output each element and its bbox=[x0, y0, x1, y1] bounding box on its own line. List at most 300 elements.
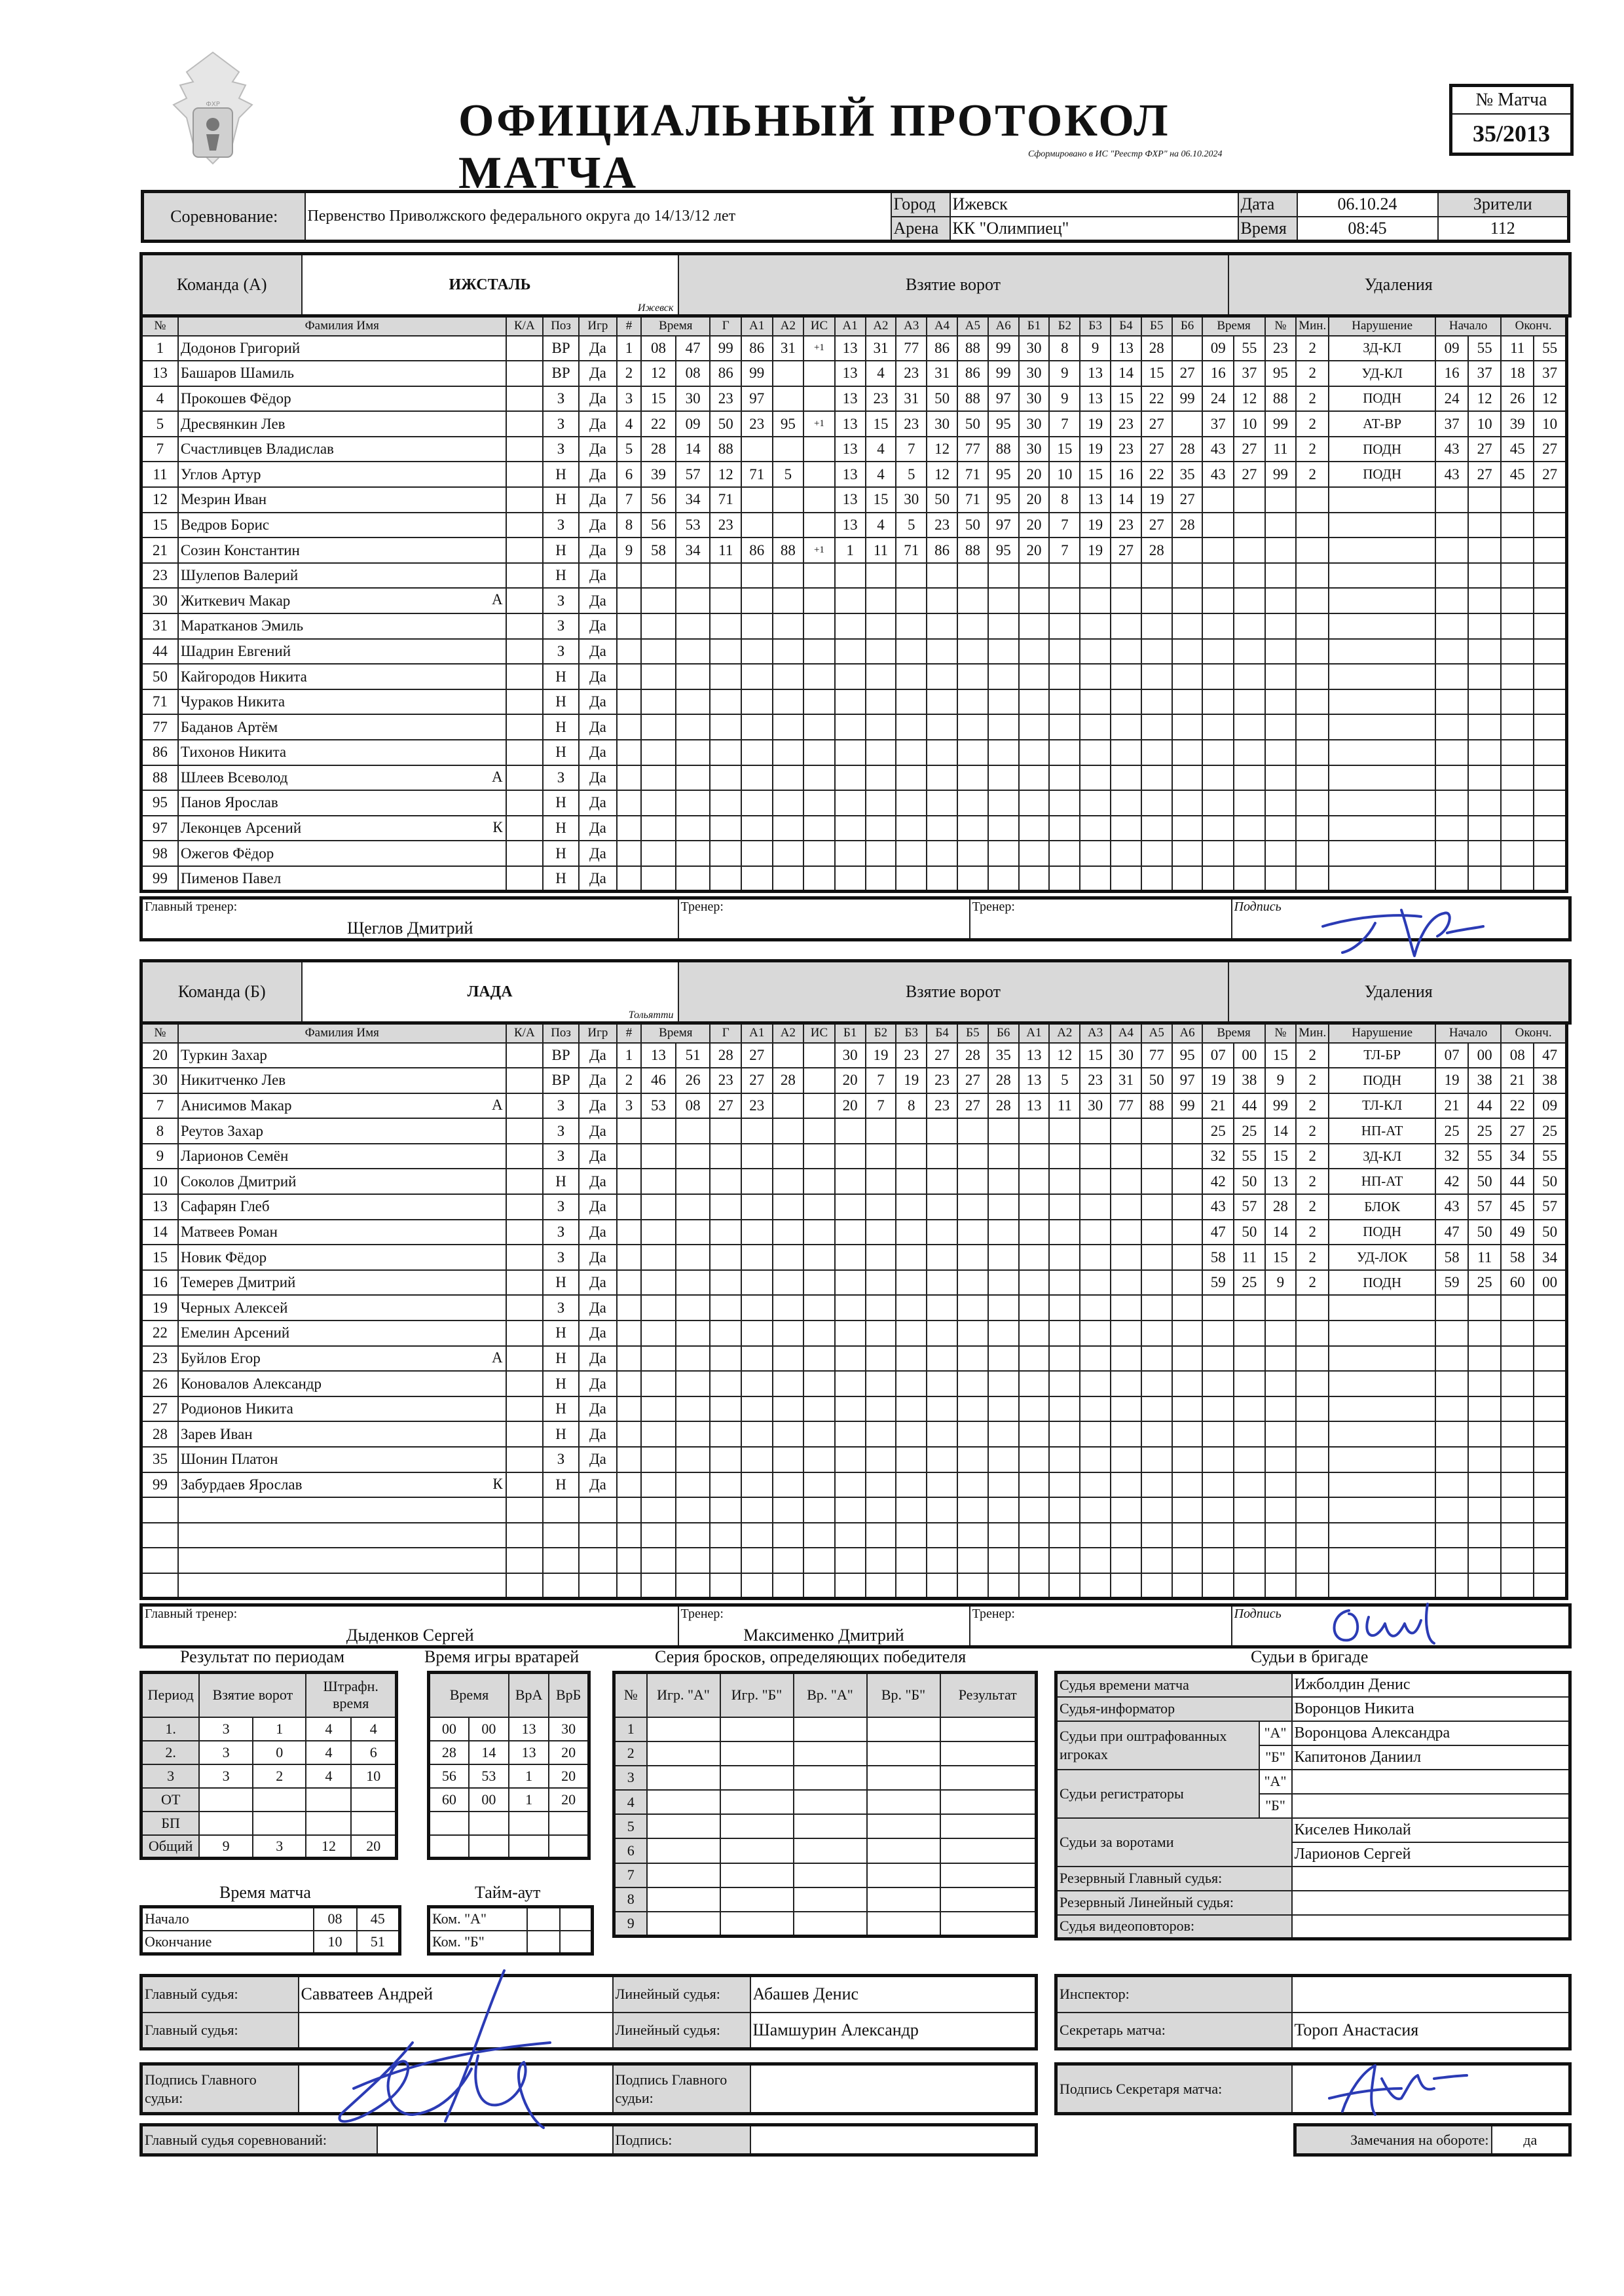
team-b-goal-cell bbox=[1080, 1497, 1111, 1523]
team-b-player-name-cell bbox=[178, 1497, 506, 1523]
team-a-player-name: Углов Артур bbox=[180, 465, 261, 483]
team-a-goal-cell bbox=[1080, 563, 1111, 589]
team-a-penalty-cell bbox=[1234, 841, 1265, 866]
team-a-player-plays: Да bbox=[579, 689, 617, 715]
team-a-penalty-cell bbox=[1202, 714, 1234, 740]
team-b-player-position: Н bbox=[543, 1346, 579, 1372]
team-a-player-role: К bbox=[492, 818, 503, 835]
team-b-player-name-cell bbox=[178, 1169, 506, 1194]
team-b-penalty-cell: 32 bbox=[1202, 1144, 1234, 1169]
team-b-penalty-cell: 21 bbox=[1202, 1093, 1234, 1119]
team-b-goal-cell bbox=[710, 1118, 741, 1144]
team-b-goal-cell bbox=[710, 1548, 741, 1573]
team-b-goal-cell bbox=[1049, 1295, 1080, 1321]
shootout-row bbox=[614, 1741, 1037, 1766]
team-b-goal-cell bbox=[617, 1421, 642, 1447]
team-b-goal-cell bbox=[1111, 1371, 1141, 1396]
team-b-penalty-cell bbox=[1202, 1396, 1234, 1422]
team-b-row bbox=[141, 1396, 1567, 1422]
team-a-goal-cell bbox=[866, 790, 896, 816]
team-a-goal-cell: 27 bbox=[1141, 513, 1172, 538]
team-a-goal-cell: 30 bbox=[1019, 361, 1050, 386]
team-a-goal-cell bbox=[641, 563, 676, 589]
team-a-goal-cell bbox=[641, 841, 676, 866]
team-a-goal-cell: 95 bbox=[988, 411, 1019, 437]
team-a-penalty-cell: 43 bbox=[1202, 437, 1234, 462]
team-b-penalty-cell bbox=[1202, 1295, 1234, 1321]
team-b-goal-cell bbox=[835, 1144, 866, 1169]
shootout-row bbox=[614, 1717, 1037, 1741]
team-b-goal-cell bbox=[988, 1472, 1019, 1498]
team-a-penalty-cell bbox=[1202, 588, 1234, 613]
goalie-h-b: ВрБ bbox=[549, 1673, 589, 1717]
team-b-penalty-cell bbox=[1501, 1497, 1534, 1523]
team-a-goal-cell: 15 bbox=[1111, 386, 1141, 412]
team-a-player-name: Тихонов Никита bbox=[180, 744, 287, 761]
team-a-goal-cell bbox=[803, 841, 835, 866]
team-a-penalty-cell bbox=[1265, 563, 1297, 589]
team-a-coach-cell-2 bbox=[970, 898, 1232, 940]
team-a-penalty-cell bbox=[1202, 816, 1234, 841]
team-a-penalty-cell: 37 bbox=[1202, 411, 1234, 437]
team-a-goal-cell bbox=[773, 361, 804, 386]
shootout-cell bbox=[794, 1863, 867, 1887]
team-b-penalty-cell: 07 bbox=[1435, 1043, 1468, 1068]
referees-table bbox=[139, 1974, 1038, 2050]
team-b-row bbox=[141, 1447, 1567, 1472]
timekeeper-label: Судья времени матча bbox=[1056, 1673, 1292, 1697]
team-a-penalty-cell bbox=[1296, 816, 1329, 841]
team-b-goal-cell bbox=[1049, 1523, 1080, 1548]
team-b-goal-cell bbox=[1019, 1295, 1050, 1321]
team-a-player-number: 97 bbox=[141, 816, 178, 841]
team-b-goal-cell bbox=[866, 1295, 896, 1321]
team-b-goal-cell: 31 bbox=[1111, 1068, 1141, 1093]
team-a-goal-cell: 15 bbox=[641, 386, 676, 412]
shootout-row bbox=[614, 1912, 1037, 1936]
team-a-player-ka-empty bbox=[506, 361, 543, 386]
team-b-player-plays bbox=[579, 1548, 617, 1573]
team-a-goal-cell: 95 bbox=[988, 538, 1019, 563]
team-a-goal-cell bbox=[957, 639, 988, 665]
team-a-player-position: Н bbox=[543, 740, 579, 765]
team-b-goal-cell bbox=[1172, 1169, 1203, 1194]
team-b-player-number: 20 bbox=[141, 1043, 178, 1068]
video-judge-label: Судья видеоповторов: bbox=[1056, 1915, 1292, 1939]
team-b-goal-cell bbox=[896, 1548, 927, 1573]
team-a-goal-cell: 7 bbox=[1049, 411, 1080, 437]
team-b-player-name: Родионов Никита bbox=[180, 1400, 293, 1417]
team-a-player-plays: Да bbox=[579, 816, 617, 841]
team-b-penalty-cell bbox=[1468, 1421, 1501, 1447]
team-b-penalty-cell: БЛОК bbox=[1329, 1194, 1435, 1220]
team-a-goal-cell bbox=[1019, 563, 1050, 589]
team-a-goal-cell bbox=[866, 714, 896, 740]
team-a-player-name-cell bbox=[178, 563, 506, 589]
shootout-h-2: Игр. "Б" bbox=[720, 1673, 794, 1717]
team-a-penalty-cell bbox=[1202, 790, 1234, 816]
team-a-goal-cell: 19 bbox=[1080, 538, 1111, 563]
match-number: 35/2013 bbox=[1472, 120, 1550, 147]
team-b-goal-cell: 26 bbox=[676, 1068, 710, 1093]
team-a-goal-cell bbox=[1172, 841, 1203, 866]
team-a-goal-cell bbox=[1172, 740, 1203, 765]
team-a-goal-cell bbox=[1141, 588, 1172, 613]
team-a-row bbox=[141, 361, 1567, 386]
team-a-penalty-cell bbox=[1534, 689, 1566, 715]
team-a-penalty-cell bbox=[1234, 740, 1265, 765]
goalie-cell: 00 bbox=[469, 1717, 509, 1741]
shootout-cell bbox=[647, 1717, 720, 1741]
team-b-goal-cell: 3 bbox=[617, 1093, 642, 1119]
team-b-penalty-cell bbox=[1265, 1497, 1297, 1523]
team-b-row bbox=[141, 1573, 1567, 1599]
team-a-goal-cell: 13 bbox=[1080, 361, 1111, 386]
team-b-penalty-cell: 21 bbox=[1501, 1068, 1534, 1093]
team-a-goal-cell: 8 bbox=[1049, 336, 1080, 361]
team-a-goal-cell: 23 bbox=[710, 386, 741, 412]
team-a-goal-cell bbox=[803, 714, 835, 740]
team-b-goal-cell: 15 bbox=[1080, 1043, 1111, 1068]
team-a-penalty-cell bbox=[1468, 740, 1501, 765]
team-b-goal-cell bbox=[957, 1346, 988, 1372]
team-a-goal-cell: 99 bbox=[710, 336, 741, 361]
team-a-goal-cell bbox=[957, 714, 988, 740]
team-a-goal-cell bbox=[617, 841, 642, 866]
team-a-goal-cell bbox=[866, 866, 896, 892]
shootout-row-no: 8 bbox=[614, 1887, 647, 1912]
team-b-goal-cell bbox=[1172, 1421, 1203, 1447]
team-a-player-name: Маратканов Эмиль bbox=[180, 617, 304, 634]
team-a-penalty-cell bbox=[1234, 816, 1265, 841]
team-b-penalty-cell bbox=[1501, 1548, 1534, 1573]
team-a-player-name: Шлеев Всеволод bbox=[180, 769, 288, 786]
team-b-goal-cell bbox=[1111, 1523, 1141, 1548]
signature-secretary bbox=[1303, 2052, 1473, 2124]
team-a-h-onice-10: Б5 bbox=[1141, 316, 1172, 336]
team-b-goal-cell bbox=[1111, 1472, 1141, 1498]
team-a-goal-cell bbox=[641, 664, 676, 689]
team-b-penalty-cell: 99 bbox=[1265, 1093, 1297, 1119]
page-title: ОФИЦИАЛЬНЫЙ ПРОТОКОЛ МАТЧА bbox=[458, 96, 1170, 198]
goalie-cell bbox=[469, 1835, 509, 1859]
team-b-goal-cell bbox=[1141, 1548, 1172, 1573]
team-b-penalty-cell: 45 bbox=[1501, 1194, 1534, 1220]
penbox-b-tag: "Б" bbox=[1259, 1745, 1292, 1770]
team-b-penalty-cell: 2 bbox=[1296, 1118, 1329, 1144]
team-a-penalty-cell: 12 bbox=[1534, 386, 1566, 412]
team-b-goal-cell: 51 bbox=[676, 1043, 710, 1068]
team-b-player-name: Туркин Захар bbox=[180, 1046, 267, 1063]
periods-cell-period: БП bbox=[141, 1812, 200, 1835]
goalie-cell: 13 bbox=[509, 1741, 549, 1764]
team-b-player-ka-empty bbox=[506, 1548, 543, 1573]
team-b-goal-cell bbox=[927, 1472, 957, 1498]
team-b-player-name: Коновалов Александр bbox=[180, 1375, 322, 1392]
team-a-penalty-cell bbox=[1435, 563, 1468, 589]
team-a-goal-cell: 19 bbox=[1141, 487, 1172, 513]
team-b-penalty-cell bbox=[1234, 1421, 1265, 1447]
team-b-goal-cell bbox=[1080, 1371, 1111, 1396]
team-a-player-plays: Да bbox=[579, 740, 617, 765]
team-b-goal-cell bbox=[835, 1497, 866, 1523]
shootout-cell bbox=[720, 1717, 794, 1741]
team-a-goal-cell bbox=[957, 689, 988, 715]
goalie-cell: 53 bbox=[469, 1764, 509, 1788]
team-b-goal-cell bbox=[1111, 1144, 1141, 1169]
team-b-row bbox=[141, 1169, 1567, 1194]
team-a-goal-cell bbox=[803, 563, 835, 589]
team-b-goal-cell: 7 bbox=[866, 1068, 896, 1093]
timeout-b-label: Ком. "Б" bbox=[429, 1931, 527, 1954]
inspector-label: Инспектор: bbox=[1056, 1976, 1292, 2013]
team-b-player-plays: Да bbox=[579, 1396, 617, 1422]
team-b-player-position: Н bbox=[543, 1472, 579, 1498]
team-b-goal-cell bbox=[1019, 1573, 1050, 1599]
team-a-player-ka-empty bbox=[506, 538, 543, 563]
goal-judges-label: Судьи за воротами bbox=[1056, 1818, 1292, 1867]
team-a-player-name-cell bbox=[178, 613, 506, 639]
team-a-goal-cell: 23 bbox=[710, 513, 741, 538]
team-b-goal-cell bbox=[1049, 1321, 1080, 1346]
team-b-row bbox=[141, 1194, 1567, 1220]
team-a-goal-cell bbox=[1019, 841, 1050, 866]
team-b-penalty-cell bbox=[1234, 1472, 1265, 1498]
team-a-goal-cell bbox=[617, 714, 642, 740]
team-b-goal-cell bbox=[866, 1396, 896, 1422]
goalie-cell: 1 bbox=[509, 1764, 549, 1788]
spectators-value: 112 bbox=[1438, 217, 1569, 242]
team-a-goal-cell bbox=[1049, 613, 1080, 639]
team-b-penalty-cell: 38 bbox=[1234, 1068, 1265, 1093]
team-b-player-ka-empty bbox=[506, 1194, 543, 1220]
team-b-player-number: 7 bbox=[141, 1093, 178, 1119]
team-b-goal-cell: 53 bbox=[641, 1093, 676, 1119]
team-a-player-name: Панов Ярослав bbox=[180, 794, 278, 811]
team-b-penalty-cell bbox=[1501, 1295, 1534, 1321]
team-b-goal-cell bbox=[957, 1169, 988, 1194]
team-a-name: ИЖСТАЛЬ bbox=[449, 276, 531, 293]
team-a-goal-cell bbox=[1111, 664, 1141, 689]
team-a-goal-cell bbox=[641, 613, 676, 639]
team-b-goal-cell bbox=[1141, 1472, 1172, 1498]
team-a-h-goal-a1: А1 bbox=[741, 316, 773, 336]
team-b-player-position: З bbox=[543, 1245, 579, 1270]
team-a-penalty-cell bbox=[1329, 866, 1435, 892]
team-b-penalty-cell: 2 bbox=[1296, 1245, 1329, 1270]
team-b-player-number: 35 bbox=[141, 1447, 178, 1472]
shootout-cell bbox=[940, 1814, 1037, 1838]
team-b-goal-cell bbox=[1172, 1396, 1203, 1422]
team-a-sign-label: Подпись bbox=[1234, 900, 1282, 915]
team-b-penalty-cell bbox=[1296, 1321, 1329, 1346]
team-b-goal-cell bbox=[773, 1421, 804, 1447]
team-a-goal-cell: 35 bbox=[1172, 462, 1203, 487]
team-b-goal-cell: 30 bbox=[1111, 1043, 1141, 1068]
team-a-player-name: Созин Константин bbox=[180, 541, 300, 558]
team-b-player-name-cell bbox=[178, 1194, 506, 1220]
team-b-player-position: Н bbox=[543, 1371, 579, 1396]
team-b-player-name-cell bbox=[178, 1346, 506, 1372]
goalie-cell: 20 bbox=[549, 1764, 589, 1788]
team-b-goal-cell bbox=[803, 1472, 835, 1498]
team-b-penalty-cell bbox=[1265, 1548, 1297, 1573]
team-b-head-coach-label: Главный тренер: bbox=[145, 1607, 238, 1622]
team-a-goal-cell bbox=[617, 689, 642, 715]
team-b-penalty-cell bbox=[1468, 1371, 1501, 1396]
team-a-goal-cell bbox=[773, 866, 804, 892]
team-b-goal-cell bbox=[617, 1396, 642, 1422]
team-a-player-number: 95 bbox=[141, 790, 178, 816]
team-b-goal-cell bbox=[741, 1270, 773, 1296]
team-b-goal-cell bbox=[866, 1523, 896, 1548]
team-b-goal-cell bbox=[1141, 1144, 1172, 1169]
team-b-goal-cell: 27 bbox=[957, 1093, 988, 1119]
team-a-penalty-cell bbox=[1534, 538, 1566, 563]
team-a-goal-cell bbox=[1141, 613, 1172, 639]
team-a-h-play: Игр bbox=[579, 316, 617, 336]
match-time-title: Время матча bbox=[219, 1883, 311, 1902]
team-b-goal-cell bbox=[641, 1497, 676, 1523]
team-b-goal-cell bbox=[1141, 1169, 1172, 1194]
team-a-goal-cell bbox=[617, 740, 642, 765]
team-b-penalty-cell bbox=[1296, 1295, 1329, 1321]
team-a-goal-cell: 5 bbox=[773, 462, 804, 487]
team-a-player-number: 4 bbox=[141, 386, 178, 412]
team-b-row bbox=[141, 1548, 1567, 1573]
team-a-goal-cell bbox=[835, 866, 866, 892]
team-a-player-ka-empty bbox=[506, 613, 543, 639]
team-b-player-name: Новик Фёдор bbox=[180, 1248, 267, 1266]
team-a-penalty-cell bbox=[1468, 639, 1501, 665]
periods-cell bbox=[199, 1788, 253, 1812]
registrar-b-tag: "Б" bbox=[1259, 1794, 1292, 1818]
team-a-goal-cell: 13 bbox=[1080, 487, 1111, 513]
team-b-penalty-cell bbox=[1234, 1523, 1265, 1548]
team-a-penalty-cell bbox=[1234, 639, 1265, 665]
team-a-goal-cell bbox=[773, 386, 804, 412]
team-b-goal-cell bbox=[1141, 1396, 1172, 1422]
team-b-penalty-cell bbox=[1435, 1421, 1468, 1447]
team-b-penalty-cell bbox=[1435, 1472, 1468, 1498]
team-b-player-position: Н bbox=[543, 1169, 579, 1194]
team-b-goal-cell bbox=[773, 1220, 804, 1245]
team-a-penalty-cell bbox=[1501, 588, 1534, 613]
team-b-player-ka-empty bbox=[506, 1497, 543, 1523]
team-a-row bbox=[141, 689, 1567, 715]
team-a-goal-cell: 50 bbox=[957, 411, 988, 437]
team-a-goal-cell: 9 bbox=[617, 538, 642, 563]
team-b-goal-cell bbox=[1141, 1118, 1172, 1144]
team-b-player-name-cell bbox=[178, 1472, 506, 1498]
team-b-goal-cell bbox=[1080, 1321, 1111, 1346]
team-b-goal-cell bbox=[641, 1472, 676, 1498]
team-b-player-ka-empty bbox=[506, 1573, 543, 1599]
team-b-goal-cell bbox=[617, 1169, 642, 1194]
team-b-goal-cell bbox=[1019, 1497, 1050, 1523]
team-b-penalty-cell: НП-АТ bbox=[1329, 1169, 1435, 1194]
team-b-player-name: Темерев Дмитрий bbox=[180, 1274, 296, 1291]
team-b-goal-cell bbox=[773, 1144, 804, 1169]
team-a-h-ka: К/А bbox=[506, 316, 543, 336]
team-a-penalty-cell bbox=[1468, 866, 1501, 892]
goalie-cell bbox=[549, 1812, 589, 1835]
team-b-goal-cell bbox=[1019, 1447, 1050, 1472]
team-b-goal-cell bbox=[676, 1220, 710, 1245]
team-b-h-onice-1: Б2 bbox=[866, 1023, 896, 1043]
team-a-goal-cell bbox=[676, 816, 710, 841]
chief-referee-table bbox=[139, 2123, 1038, 2157]
team-a-goal-cell bbox=[676, 588, 710, 613]
team-b-goal-cell bbox=[741, 1396, 773, 1422]
team-a-penalty-cell: 16 bbox=[1435, 361, 1468, 386]
team-a-penalty-cell: 23 bbox=[1265, 336, 1297, 361]
team-b-goal-cell bbox=[1111, 1447, 1141, 1472]
team-b-h-goal-a2: А2 bbox=[773, 1023, 804, 1043]
team-b-player-ka-empty bbox=[506, 1043, 543, 1068]
team-b-goal-cell bbox=[988, 1573, 1019, 1599]
team-b-penalty-cell bbox=[1329, 1371, 1435, 1396]
team-b-goal-cell bbox=[927, 1421, 957, 1447]
team-a-goal-cell: 9 bbox=[1049, 361, 1080, 386]
team-b-player-plays: Да bbox=[579, 1346, 617, 1372]
team-a-goal-cell bbox=[741, 816, 773, 841]
team-b-goals-title: Взятие ворот bbox=[678, 961, 1228, 1023]
team-a-goal-cell bbox=[988, 765, 1019, 791]
team-b-player-name-cell bbox=[178, 1270, 506, 1296]
team-a-player-position: Н bbox=[543, 563, 579, 589]
team-b-player-number: 14 bbox=[141, 1220, 178, 1245]
team-b-goal-cell bbox=[741, 1295, 773, 1321]
team-a-goal-cell bbox=[866, 816, 896, 841]
team-b-goal-cell bbox=[957, 1573, 988, 1599]
match-end-hour: 10 bbox=[314, 1931, 357, 1954]
periods-cell: 9 bbox=[199, 1835, 253, 1859]
team-a-goal-cell bbox=[988, 563, 1019, 589]
team-b-h-pen-viol: Нарушение bbox=[1329, 1023, 1435, 1043]
team-b-goal-cell bbox=[1080, 1144, 1111, 1169]
team-a-goal-cell: 99 bbox=[741, 361, 773, 386]
team-b-goal-cell bbox=[773, 1548, 804, 1573]
team-b-goal-cell bbox=[617, 1447, 642, 1472]
team-a-goal-cell: 14 bbox=[676, 437, 710, 462]
team-b-penalty-cell bbox=[1534, 1421, 1566, 1447]
team-a-player-name-cell bbox=[178, 689, 506, 715]
team-b-goal-cell bbox=[710, 1346, 741, 1372]
team-a-goal-cell bbox=[866, 841, 896, 866]
periods-row bbox=[141, 1788, 397, 1812]
team-a-goal-cell bbox=[896, 563, 927, 589]
team-a-penalty-cell bbox=[1296, 841, 1329, 866]
team-b-goal-cell bbox=[741, 1118, 773, 1144]
team-a-goal-cell: 97 bbox=[988, 513, 1019, 538]
team-b-player-plays: Да bbox=[579, 1295, 617, 1321]
team-a-goal-cell bbox=[1172, 336, 1203, 361]
team-a-player-name: Чураков Никита bbox=[180, 693, 286, 710]
team-b-goal-cell bbox=[741, 1220, 773, 1245]
team-a-penalty-cell: 37 bbox=[1234, 361, 1265, 386]
team-a-player-name-cell bbox=[178, 664, 506, 689]
team-b-goal-cell bbox=[676, 1396, 710, 1422]
team-b-penalty-cell bbox=[1468, 1447, 1501, 1472]
team-b-goal-cell bbox=[1019, 1396, 1050, 1422]
team-a-goal-cell bbox=[927, 588, 957, 613]
team-b-penalty-cell bbox=[1534, 1371, 1566, 1396]
team-b-penalty-cell bbox=[1329, 1472, 1435, 1498]
team-a-penalty-cell: 37 bbox=[1435, 411, 1468, 437]
team-b-penalty-cell bbox=[1296, 1371, 1329, 1396]
team-b-goal-cell: 13 bbox=[1019, 1068, 1050, 1093]
